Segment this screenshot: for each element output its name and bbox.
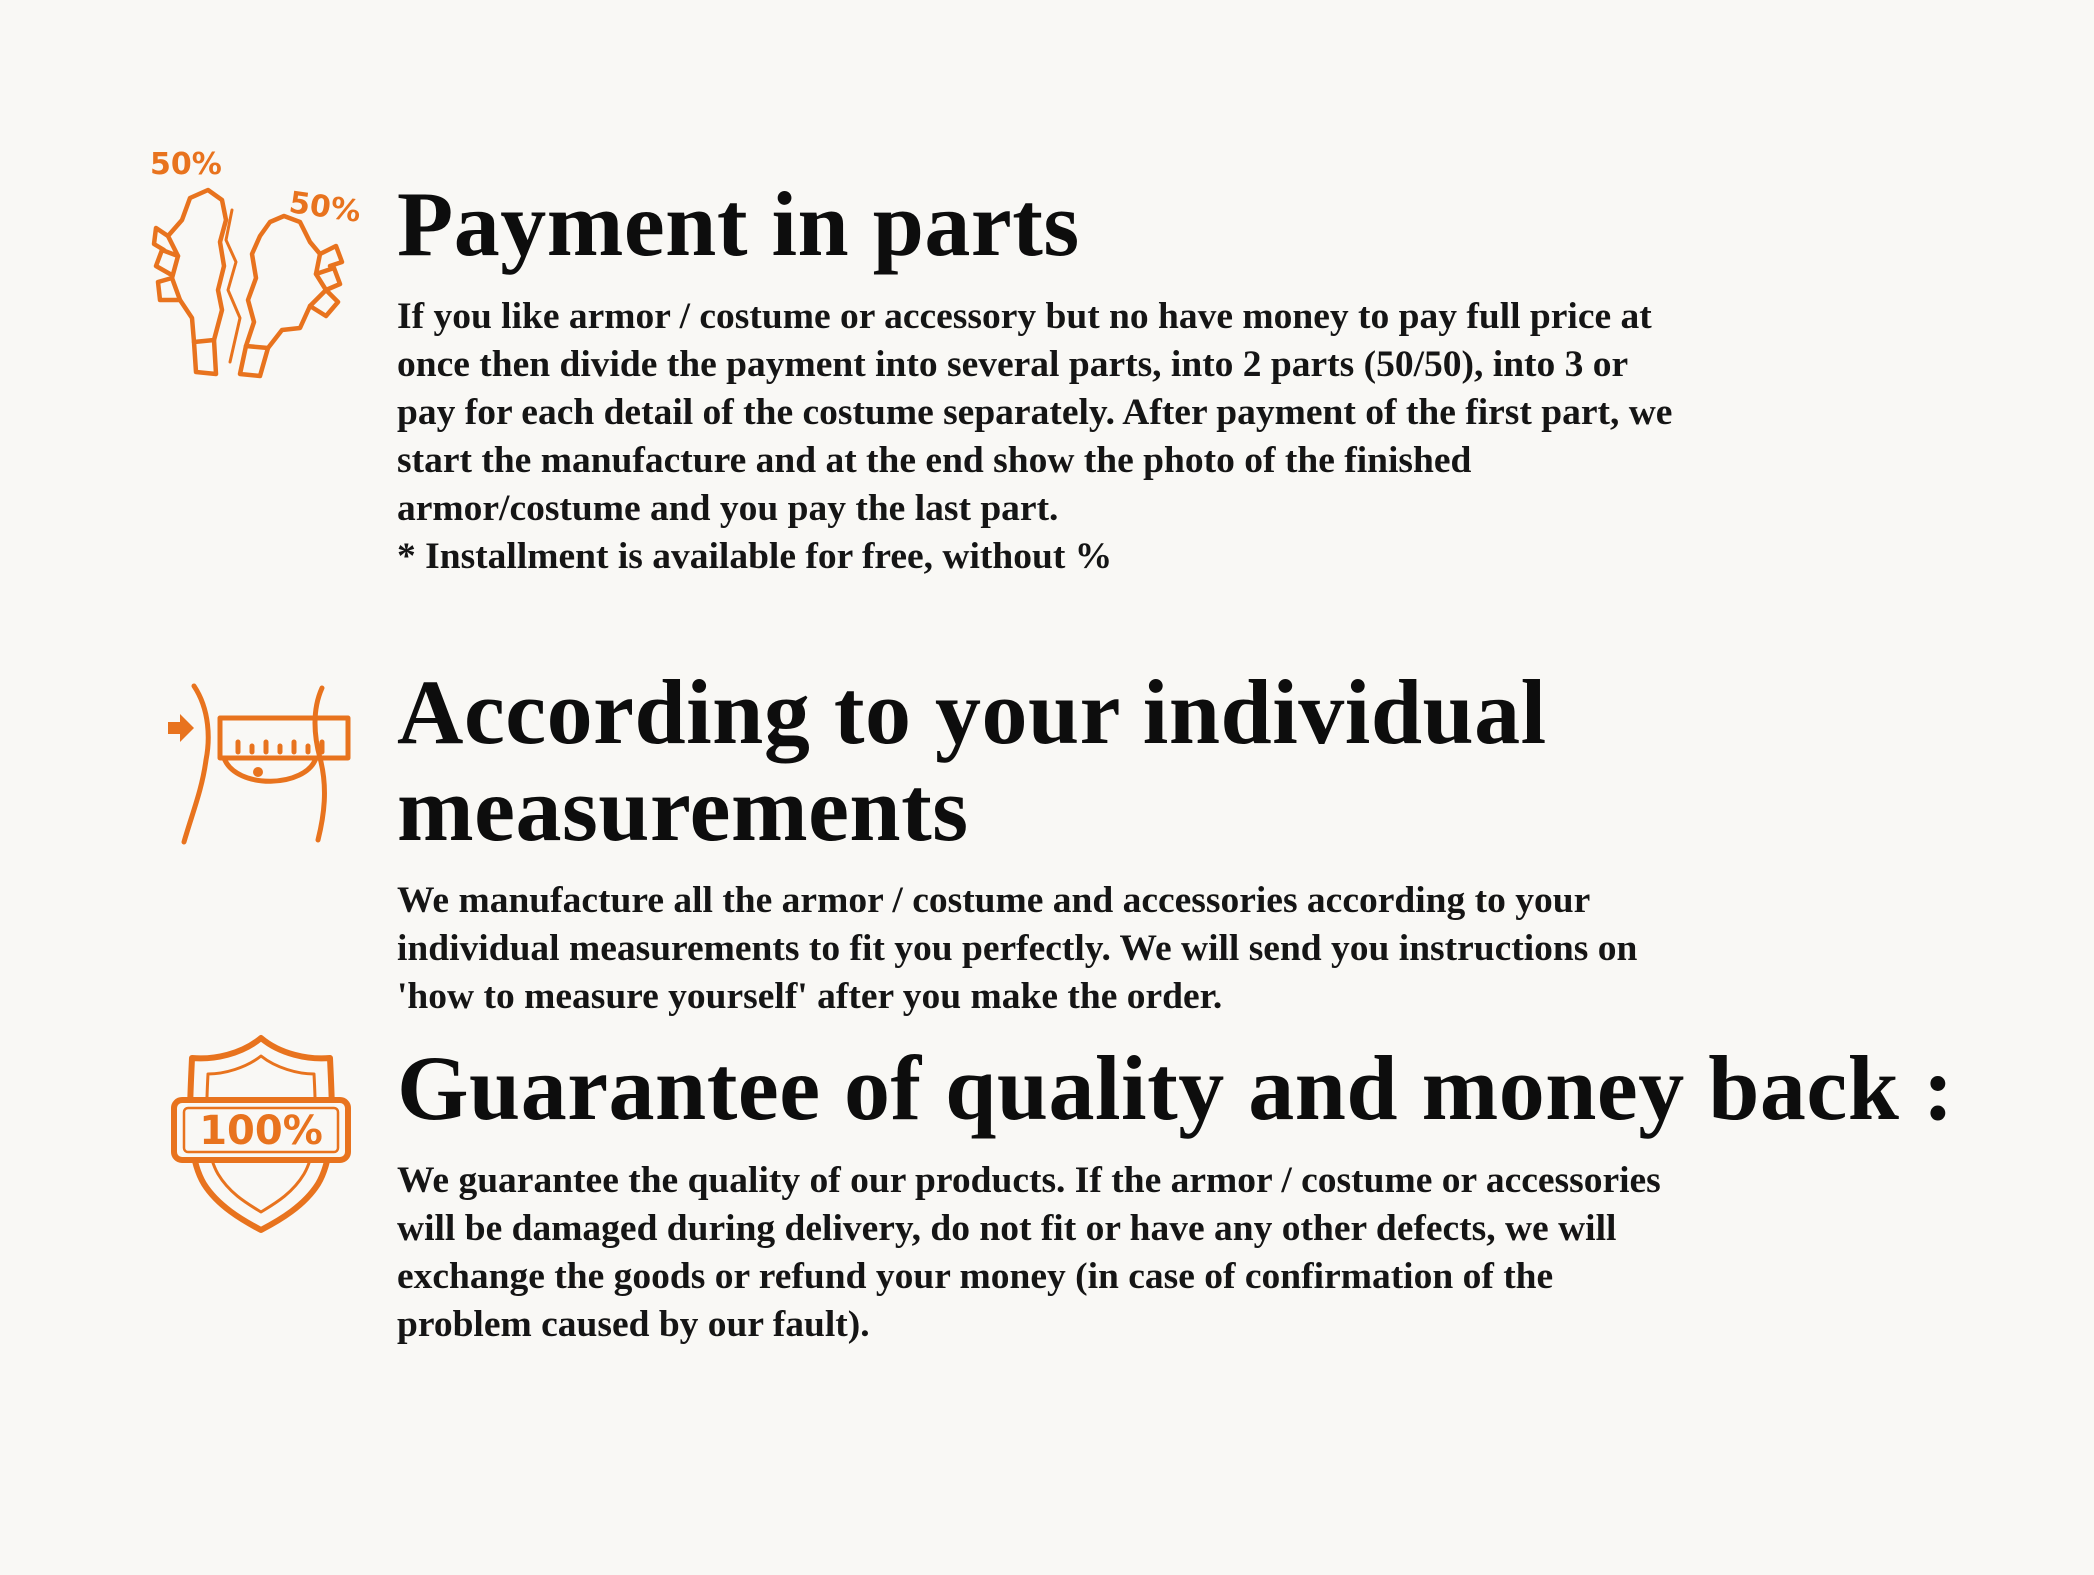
body-line: * Installment is available for free, without % <box>397 535 1113 577</box>
body-line: We guarantee the quality of our products. If the armor / costume or accessories <box>397 1159 1661 1201</box>
body-line: once then divide the payment into several parts, into 2 parts (50/50), into 3 or <box>397 343 1629 385</box>
waist-measuring-tape-icon <box>166 680 356 850</box>
icon-label-left: 50% <box>150 150 222 182</box>
section-title: According to your individual measurements <box>397 661 1547 860</box>
section-title: Guarantee of quality and money back : <box>397 1037 1955 1139</box>
body-line: problem caused by our fault). <box>397 1303 870 1345</box>
shield-100-percent-icon <box>170 1034 352 1234</box>
body-line: If you like armor / costume or accessory but no have money to pay full price at <box>397 295 1652 337</box>
body-line: armor/costume and you pay the last part. <box>397 487 1059 529</box>
body-line: 'how to measure yourself' after you make the order. <box>397 976 1223 1018</box>
split-costume-50-50-icon <box>150 150 370 382</box>
body-line: individual measurements to fit you perfectly. We will send you instructions on <box>397 928 1638 970</box>
icon-label-right: 50% <box>286 185 363 230</box>
body-line: exchange the goods or refund your money (in case of confirmation of the <box>397 1255 1554 1297</box>
body-line: start the manufacture and at the end show the photo of the finished <box>397 439 1472 481</box>
section-title: Payment in parts <box>397 173 1080 275</box>
body-line: will be damaged during delivery, do not fit or have any other defects, we will <box>397 1207 1617 1249</box>
icon-label-100: 100% <box>199 1108 323 1154</box>
body-line: pay for each detail of the costume separately. After payment of the first part, we <box>397 391 1673 433</box>
body-line: We manufacture all the armor / costume and accessories according to your <box>397 880 1591 922</box>
